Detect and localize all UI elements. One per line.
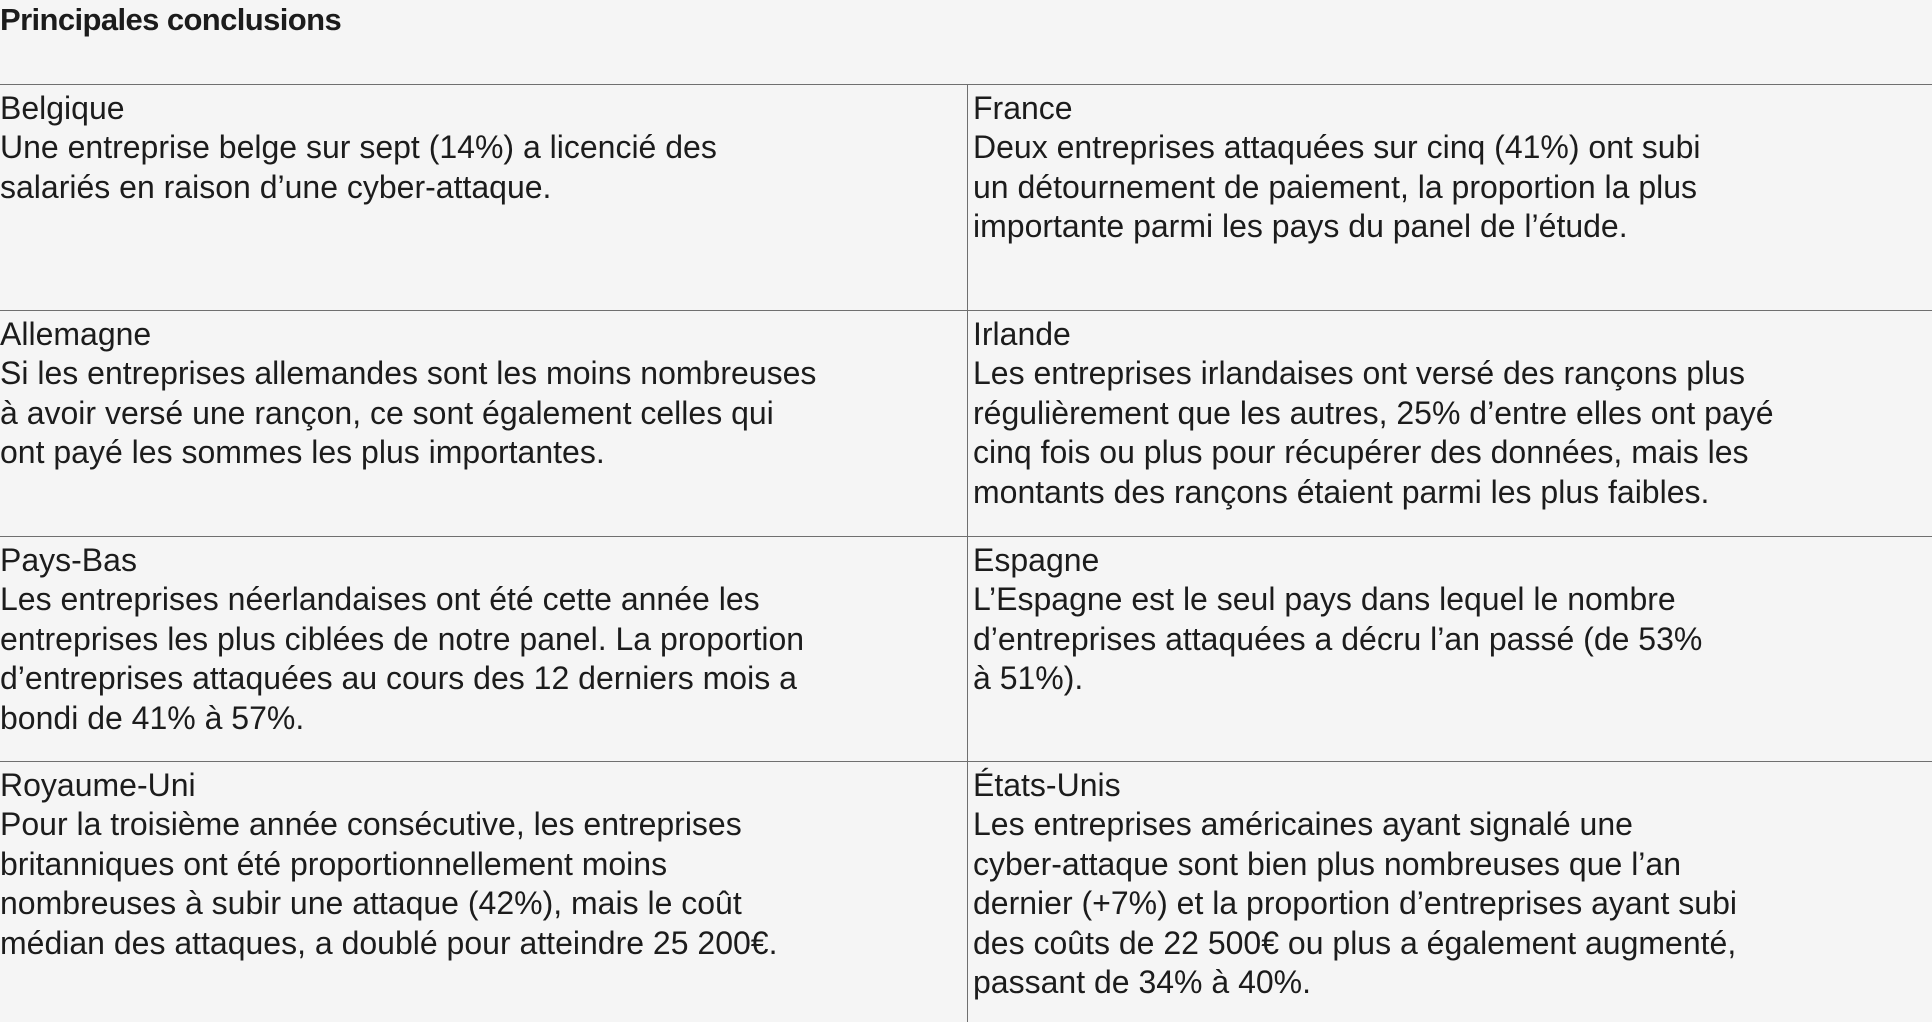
finding-cell-espagne	[968, 536, 1932, 761]
finding-cell-etats-unis	[968, 761, 1932, 1022]
country-heading: Belgique	[0, 90, 125, 126]
country-heading: Pays-Bas	[0, 542, 137, 578]
country-heading: France	[973, 90, 1073, 126]
country-heading: Espagne	[973, 542, 1100, 578]
finding-cell-france	[968, 84, 1932, 310]
finding-text: L’Espagne est le seul pays dans lequel le nombre d’entreprises attaquées a décru l’an passé (de 53% à 51%).	[973, 581, 1703, 696]
findings-grid	[0, 84, 1932, 1022]
finding-text: Si les entreprises allemandes sont les moins nombreuses à avoir versé une rançon, ce sont également celles qui ont payé les sommes les plus importantes.	[0, 355, 817, 470]
finding-text: Pour la troisième année consécutive, les entreprises britanniques ont été proportionnellement moins nombreuses à subir une attaque (42%), mais le coût médian des attaques, a doublé pour atteindre 25 200€.	[0, 806, 778, 961]
country-heading: États-Unis	[973, 767, 1121, 803]
finding-cell-irlande	[968, 310, 1932, 536]
finding-text: Une entreprise belge sur sept (14%) a licencié des salariés en raison d’une cyber-attaque.	[0, 129, 717, 205]
country-heading: Allemagne	[0, 316, 152, 352]
finding-cell-belgique	[0, 84, 968, 310]
country-heading: Irlande	[973, 316, 1071, 352]
finding-text: Deux entreprises attaquées sur cinq (41%) ont subi un détournement de paiement, la proportion la plus importante parmi les pays du panel de l’étude.	[973, 129, 1701, 244]
finding-text: Les entreprises néerlandaises ont été cette année les entreprises les plus ciblées de notre panel. La proportion d’entreprises attaquées au cours des 12 derniers mois a bondi de 41% à 57%.	[0, 581, 805, 736]
finding-text: Les entreprises irlandaises ont versé des rançons plus régulièrement que les autres, 25% d’entre elles ont payé cinq fois ou plus pour récupérer des données, mais les montants des rançons étaient parmi les plus faibles.	[973, 355, 1774, 510]
country-heading: Royaume-Uni	[0, 767, 196, 803]
finding-cell-pays-bas	[0, 536, 968, 761]
finding-cell-allemagne	[0, 310, 968, 536]
page-title: Principales conclusions	[0, 2, 342, 37]
finding-cell-royaume-uni	[0, 761, 968, 1022]
finding-text: Les entreprises américaines ayant signalé une cyber-attaque sont bien plus nombreuses que l’an dernier (+7%) et la proportion d’entreprises ayant subi des coûts de 22 500€ ou plus a également augmenté, passant de 34% à 40%.	[973, 806, 1737, 1000]
